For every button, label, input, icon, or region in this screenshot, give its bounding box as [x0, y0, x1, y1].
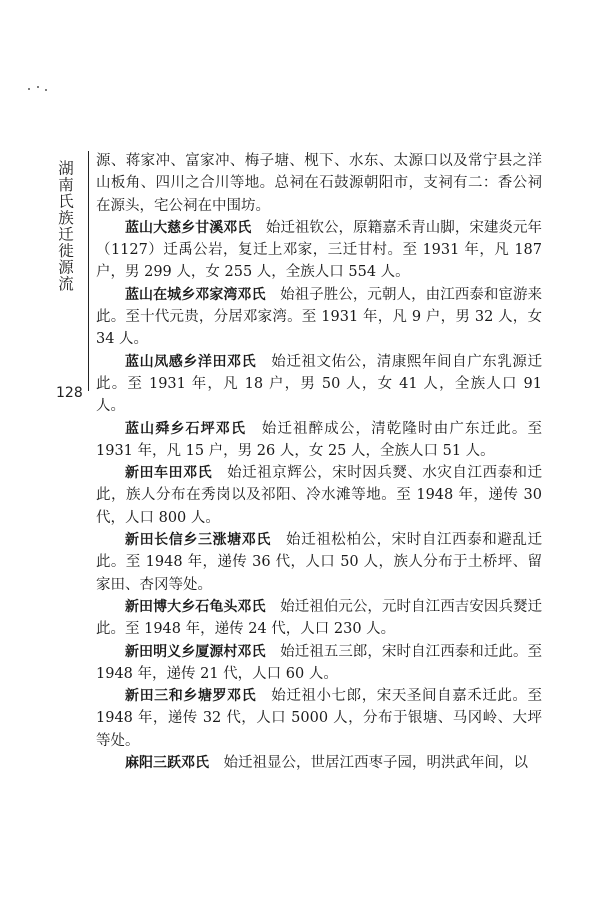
scan-corner-marks [28, 86, 50, 92]
clan-entry [96, 596, 542, 641]
paragraph-continuation [96, 150, 542, 217]
clan-name: 蓝山在城乡邓家湾邓氏 [125, 286, 266, 303]
clan-name: 麻阳三跃邓氏 [125, 755, 209, 772]
side-rule-divider [88, 151, 89, 391]
clan-entry [96, 685, 542, 752]
clan-entry [96, 462, 542, 529]
clan-entry [96, 752, 542, 774]
clan-entry [96, 351, 542, 418]
paragraph-text: 源、蒋家冲、富家冲、梅子塘、枧下、水东、太源口以及常宁县之洋山板角、四川之合川等地。总祠在石鼓源朝阳市，支祠有二：香公祠在源头，宅公祠在中围坊。 [96, 153, 542, 214]
clan-name: 蓝山凤感乡洋田邓氏 [125, 353, 257, 370]
clan-entry [96, 284, 542, 351]
clan-name: 蓝山舜乡石坪邓氏 [125, 420, 247, 437]
clan-description: 始祖子胜公，元朝人，由江西泰和宦游来此。至十代元贵，分居邓家湾。至 1931 年，凡 9 户，男 32 人，女 34 人。 [96, 286, 543, 348]
clan-name: 新田长信乡三涨塘邓氏 [125, 532, 271, 549]
clan-name: 新田明义乡厦源村邓氏 [125, 643, 266, 660]
body-text [96, 150, 542, 774]
clan-entry [96, 418, 542, 463]
clan-description: 始迁祖文佑公，清康熙年间自广东乳源迁此。至 1931 年，凡 18 户，男 50 人，女 41 人，全族人口 91 人。 [96, 353, 543, 415]
page-number: 128 [56, 385, 83, 401]
clan-description: 始迁祖松柏公，宋时自江西泰和避乱迁此。至 1948 年，递传 36 代，人口 50 人，族人分布于土桥坪、留家田、杏冈等处。 [96, 532, 543, 593]
running-side-title: 湖南氏族迁徙源流 [56, 160, 74, 292]
clan-entry [96, 641, 542, 686]
clan-entry [96, 529, 542, 596]
clan-name: 新田车田邓氏 [125, 465, 213, 482]
clan-entry [96, 217, 542, 284]
clan-name: 蓝山大慈乡甘溪邓氏 [125, 219, 252, 236]
clan-description: 始迁祖钦公，原籍嘉禾青山脚，宋建炎元年（1127）迁禹公岩，复迁上邓家，三迁甘村。至 1931 年，凡 187 户，男 299 人，女 255 人，全族人口 554 人。 [96, 219, 543, 281]
clan-name: 新田三和乡塘罗邓氏 [125, 688, 257, 705]
clan-name: 新田博大乡石龟头邓氏 [125, 598, 266, 615]
clan-description: 始迁祖小七郎，宋天圣间自嘉禾迁此。至 1948 年，递传 32 代，人口 5000 人，分布于银塘、马冈岭、大坪等处。 [96, 688, 543, 749]
clan-description: 始迁祖伯元公，元时自江西吉安因兵燹迁此。至 1948 年，递传 24 代，人口 230 人。 [96, 598, 543, 638]
clan-description: 始迁祖五三郎，宋时自江西泰和迁此。至 1948 年，递传 21 代，人口 60 人。 [96, 643, 543, 682]
clan-description: 始迁祖醉成公，清乾隆时由广东迁此。至 1931 年，凡 15 户，男 26 人，女 25 人，全族人口 51 人。 [96, 420, 542, 459]
clan-description: 始迁祖显公，世居江西枣子园，明洪武年间，以 [223, 755, 528, 772]
clan-description: 始迁祖京辉公，宋时因兵燹、水灾自江西泰和迁此，族人分布在秀岗以及祁阳、冷水滩等地。至 1948 年，递传 30 代，人口 800 人。 [96, 465, 543, 526]
